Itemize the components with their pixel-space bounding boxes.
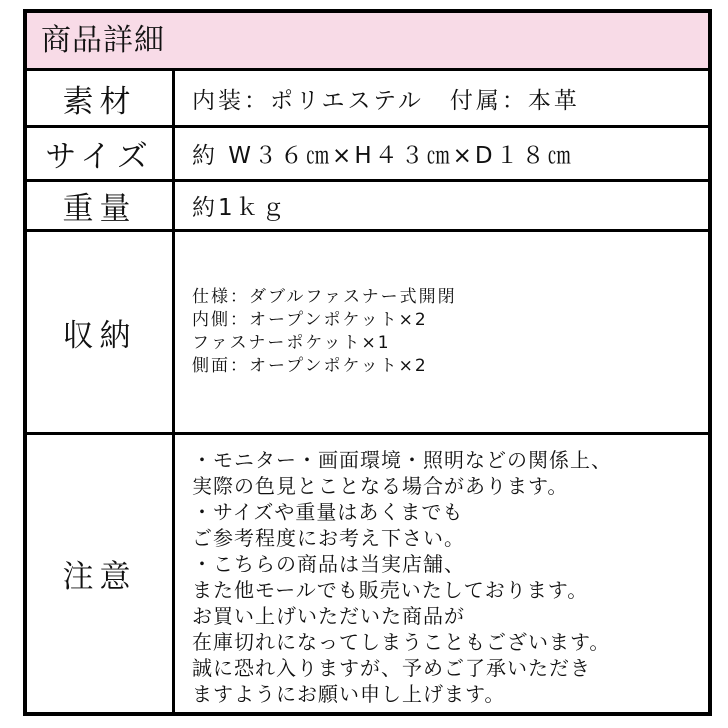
title-bar (27, 13, 708, 71)
row-material (27, 71, 708, 128)
notes-line: 誠に恐れ入りますが、予めご了承いただき (192, 656, 591, 680)
value-material: 内装：ポリエステル 付属：本革 (192, 87, 580, 114)
product-details-table (23, 9, 712, 716)
page-title: 商品詳細 (41, 23, 165, 58)
notes-line: お買い上げいただいた商品が (192, 604, 465, 628)
row-size (27, 128, 708, 182)
notes-line: 在庫切れになってしまうこともございます。 (192, 630, 611, 654)
label-notes: 注意 (62, 559, 137, 595)
notes-lines (192, 447, 612, 707)
storage-line: 仕様：ダブルファスナー式開閉 (192, 287, 457, 307)
notes-line: また他モールでも販売いたしております。 (192, 578, 589, 602)
notes-line: ・モニター・画面環境・照明などの関係上、 (192, 448, 612, 472)
storage-line: 側面：オープンポケット×2 (192, 356, 428, 376)
column-divider (172, 435, 175, 712)
label-size: サイズ (45, 139, 154, 175)
storage-line: 内側：オープンポケット×2 (192, 310, 428, 330)
storage-line: ファスナーポケット×1 (192, 333, 391, 353)
row-notes (27, 435, 708, 712)
label-weight: 重量 (62, 191, 137, 227)
notes-line: ご参考程度にお考え下さい。 (192, 526, 465, 550)
notes-line: ・サイズや重量はあくまでも (192, 500, 464, 524)
row-storage (27, 232, 708, 435)
notes-line: 実際の色見とことなる場合があります。 (192, 474, 569, 498)
label-storage: 収納 (62, 317, 137, 354)
label-material: 素材 (62, 83, 137, 120)
value-size: 約 W３６㎝×H４３㎝×D１８㎝ (192, 143, 574, 169)
column-divider (172, 71, 175, 125)
value-weight: 約1ｋｇ (192, 195, 288, 221)
column-divider (172, 232, 175, 432)
storage-lines (192, 286, 457, 378)
column-divider (172, 128, 175, 179)
row-weight (27, 182, 708, 232)
notes-line: ・こちらの商品は当実店舗、 (192, 552, 465, 576)
notes-line: ますようにお願い申し上げます。 (192, 682, 506, 706)
column-divider (172, 182, 175, 229)
